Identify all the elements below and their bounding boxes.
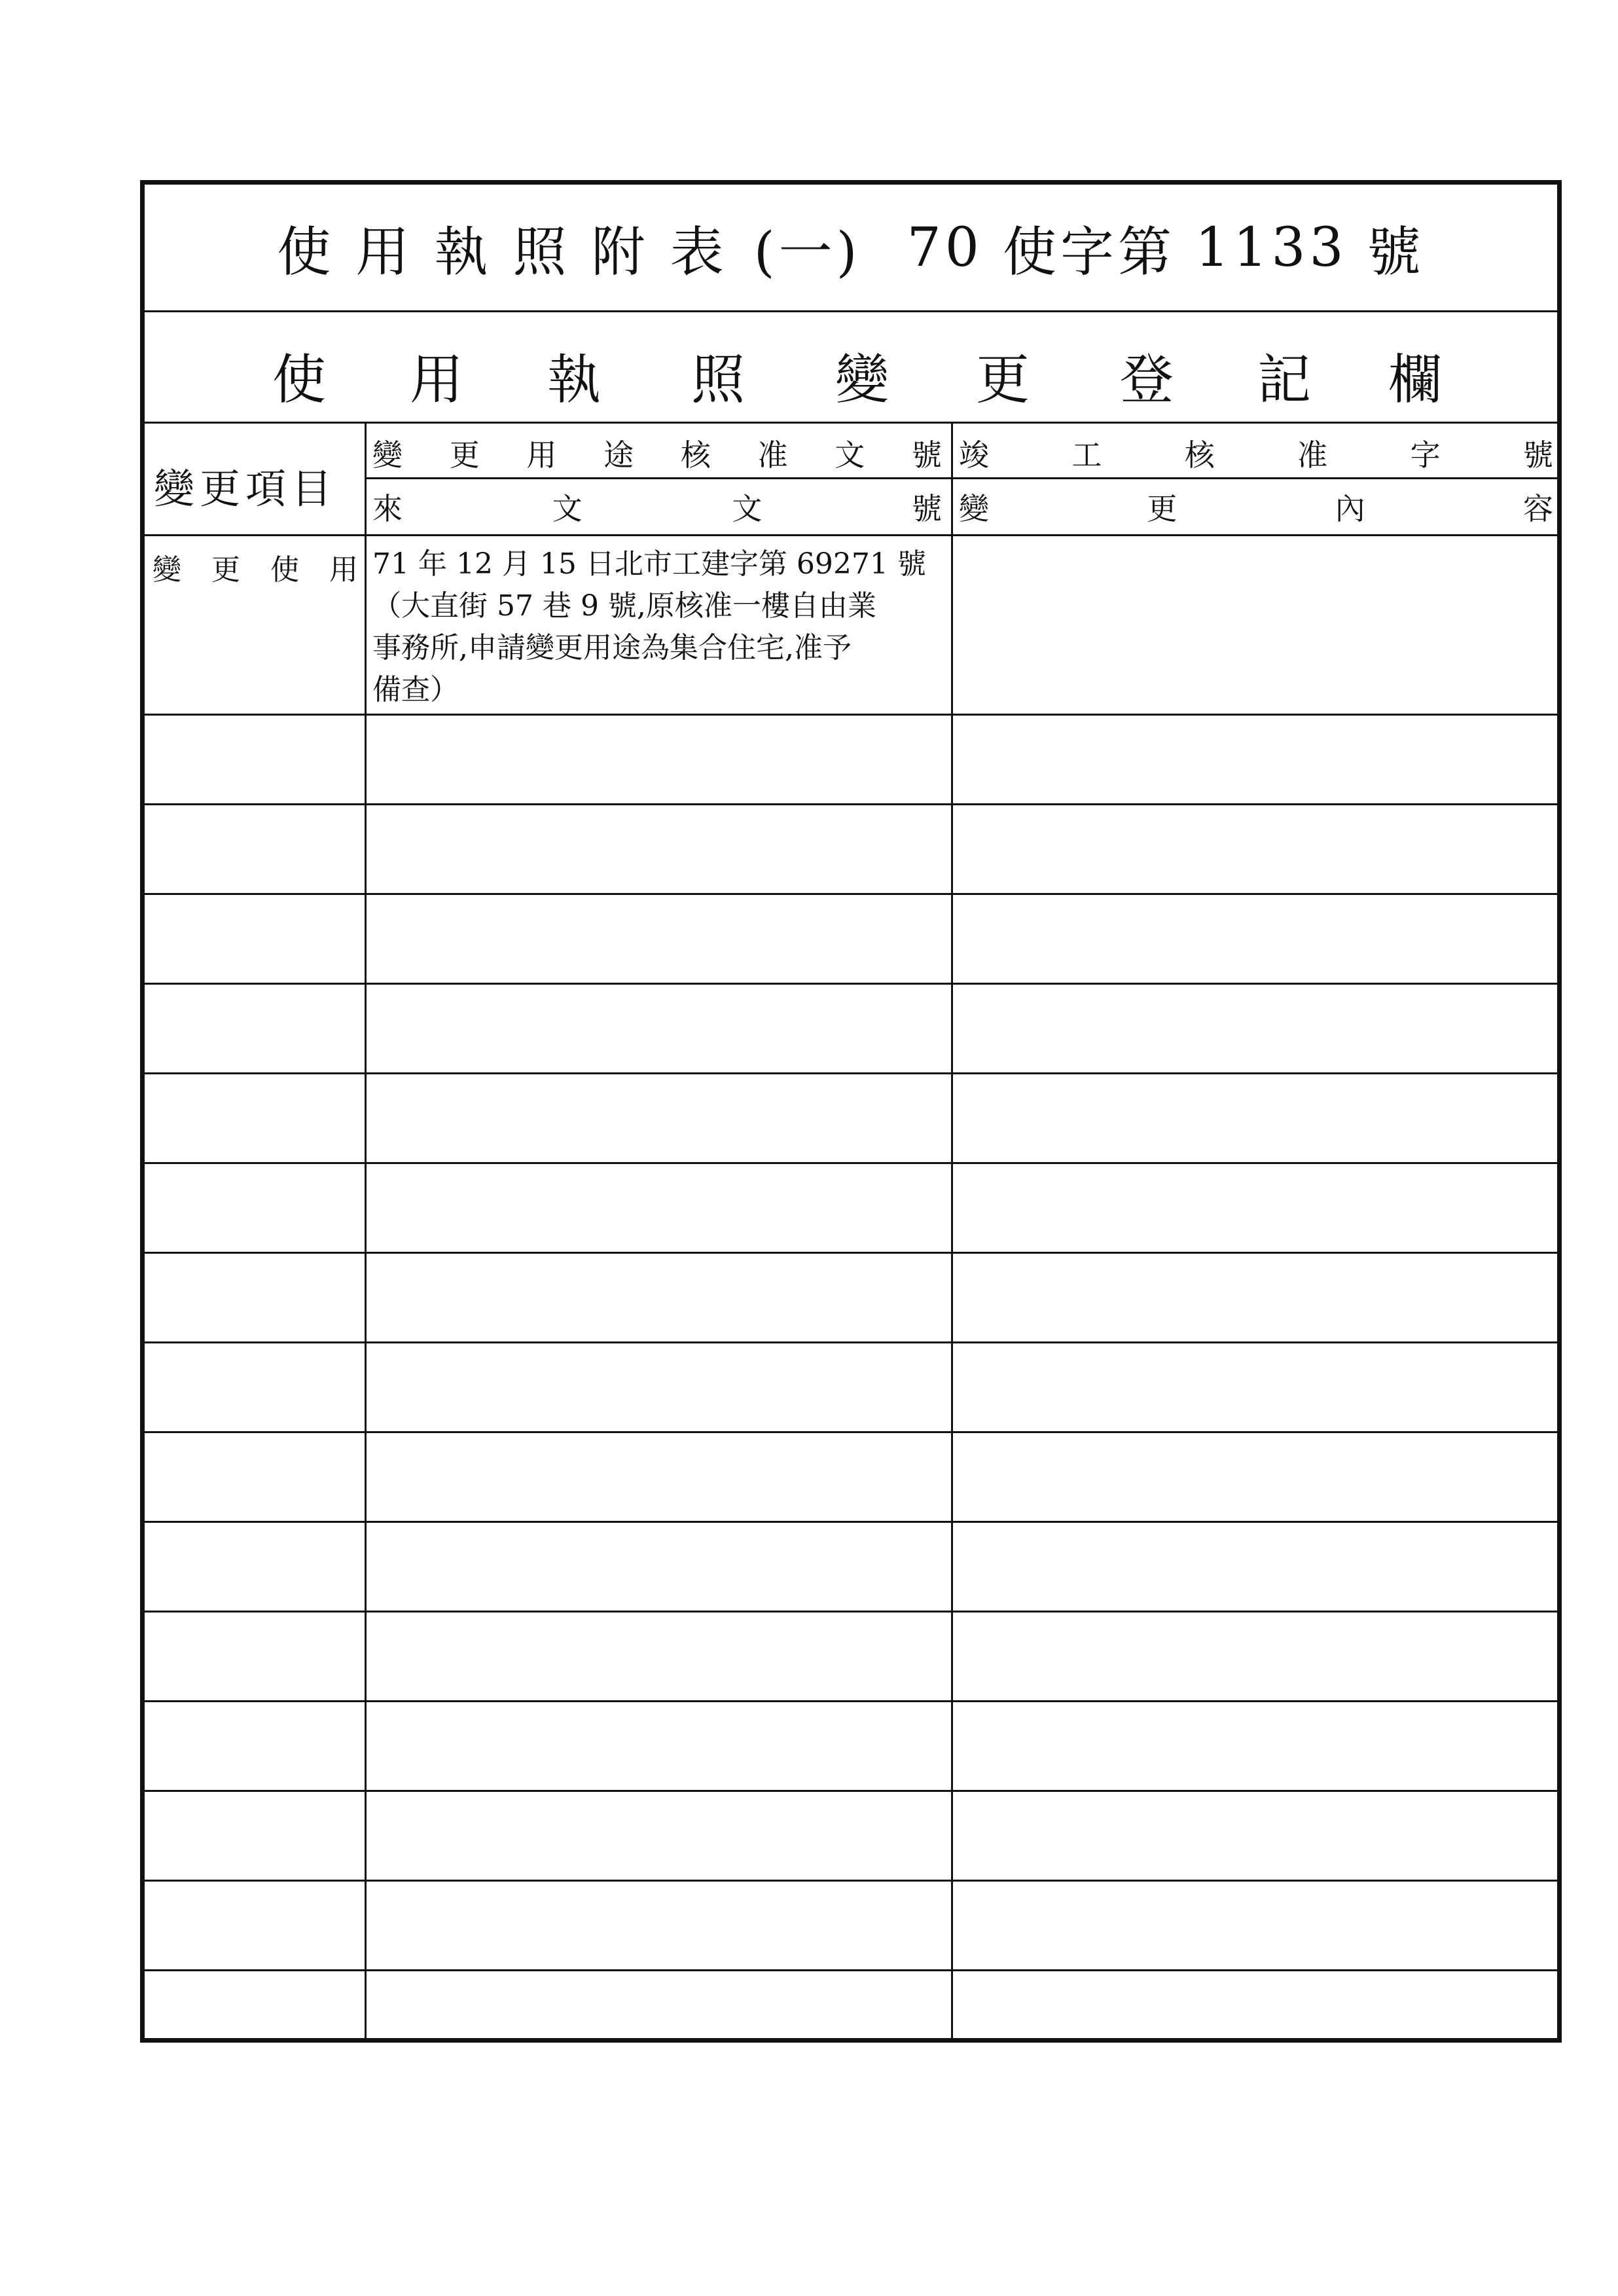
header-char: 文 <box>552 491 583 526</box>
header-char: 文 <box>732 491 763 526</box>
header-char: 用 <box>526 437 557 473</box>
entry-document-number <box>372 543 948 711</box>
header-char: 內 <box>1335 491 1365 526</box>
column-header-incoming-doc <box>372 491 942 526</box>
title-part: 使字第 <box>1002 221 1176 283</box>
header-char: 准 <box>1297 437 1328 473</box>
heading-char: 登 <box>1120 349 1174 411</box>
header-char: 工 <box>1071 437 1102 473</box>
header-subdivider <box>365 477 1557 479</box>
entry-text-line: 事務所,申請變更用途為集合住宅,准予 <box>372 631 852 665</box>
header-char: 更 <box>1147 491 1178 526</box>
license-attachment-form <box>140 180 1562 2043</box>
entry-item-char: 使 <box>270 553 299 587</box>
header-char: 核 <box>680 437 711 473</box>
row-line <box>145 714 1557 716</box>
title-part: 號 <box>1367 221 1425 283</box>
header-char: 准 <box>757 437 788 473</box>
row-line <box>145 1611 1557 1613</box>
form-title <box>145 185 1557 312</box>
header-char: 更 <box>449 437 480 473</box>
row-line <box>145 1431 1557 1433</box>
heading-char: 記 <box>1257 349 1312 411</box>
heading-char: 執 <box>547 349 602 411</box>
header-char: 變 <box>372 437 403 473</box>
column-header-completion <box>959 437 1553 473</box>
header-char: 核 <box>1184 437 1215 473</box>
row-line <box>145 1341 1557 1343</box>
entry-item-char: 更 <box>211 553 240 587</box>
row-line <box>145 1880 1557 1882</box>
column-header-approval-doc <box>372 437 942 473</box>
column-divider <box>365 424 367 2038</box>
column-header-content <box>959 491 1553 526</box>
row-line <box>145 1252 1557 1254</box>
header-char: 容 <box>1522 491 1553 526</box>
header-char: 途 <box>603 437 634 473</box>
row-line <box>145 803 1557 805</box>
entry-text-line: 71 年 12 月 15 日北市工建字第 69271 號 <box>372 547 926 581</box>
header-char: 竣 <box>959 437 989 473</box>
title-part: 1133 <box>1195 216 1348 279</box>
row-line <box>145 1162 1557 1164</box>
section-heading <box>145 312 1557 424</box>
row-line <box>145 1700 1557 1702</box>
row-line <box>145 1969 1557 1971</box>
entry-text-line: 備查） <box>372 673 459 706</box>
heading-char: 照 <box>691 349 746 411</box>
row-line <box>145 983 1557 985</box>
row-line <box>145 1072 1557 1074</box>
row-line <box>145 893 1557 895</box>
heading-char: 用 <box>410 349 464 411</box>
header-char: 號 <box>1522 437 1553 473</box>
title-part: 70 <box>907 216 983 279</box>
row-line <box>145 1790 1557 1792</box>
header-char: 文 <box>835 437 865 473</box>
heading-char: 使 <box>272 349 327 411</box>
title-part: (一) <box>753 221 861 283</box>
column-header-item: 變更項目 <box>154 465 338 513</box>
header-char: 號 <box>911 437 942 473</box>
entry-item-char: 用 <box>329 553 358 587</box>
heading-char: 變 <box>835 349 890 411</box>
heading-char: 欄 <box>1388 349 1443 411</box>
column-divider <box>951 424 953 2038</box>
title-part: 使 用 執 照 附 表 <box>277 221 728 283</box>
entry-text-line: （大直街 57 巷 9 號,原核准一樓自由業 <box>372 589 876 623</box>
header-char: 號 <box>911 491 942 526</box>
header-char: 字 <box>1410 437 1441 473</box>
row-line <box>145 1521 1557 1523</box>
heading-char: 更 <box>976 349 1030 411</box>
header-bottom-line <box>145 534 1557 536</box>
header-char: 變 <box>959 491 989 526</box>
entry-item <box>153 546 358 588</box>
entry-item-char: 變 <box>153 553 181 587</box>
header-char: 來 <box>372 491 403 526</box>
